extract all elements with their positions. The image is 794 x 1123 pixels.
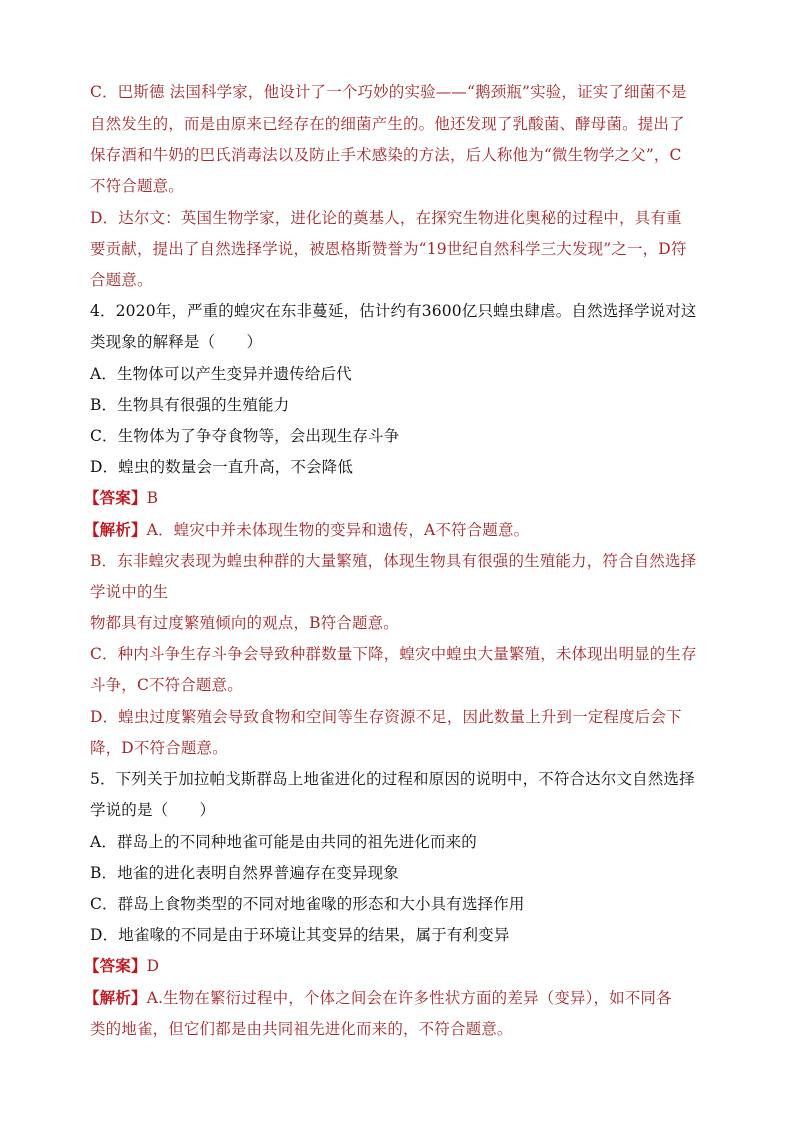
answer-tag: 【答案】 [84,956,147,975]
question-4-option-c: C．生物体为了争夺食物等，会出现生存斗争 [90,427,400,445]
question-5-option-c: C．群岛上食物类型的不同对地雀喙的形态和大小具有选择作用 [90,895,525,913]
text-line: 自然发生的，而是由原来已经存在的细菌产生的。他还发现了乳酸菌、酵母菌。提出了 [90,115,685,133]
question-5-answer [84,956,159,976]
question-4-option-d: D．蝗虫的数量会一直升高，不会降低 [90,458,353,476]
answer-tag: 【答案】 [84,488,147,507]
analysis-text: A．蝗灾中并未体现生物的变异和遗传，A不符合题意。 [146,521,530,539]
question-5-analysis [84,988,672,1008]
text-line: D．达尔文：英国生物学家，进化论的奠基人，在探究生物进化奥秘的过程中，具有重 [90,209,682,227]
question-5-stem: 学说的是（ ） [90,801,216,819]
answer-value: B [146,489,159,507]
question-4-stem: 4．2020年，严重的蝗灾在东非蔓延，估计约有3600亿只蝗虫肆虐。自然选择学说对这 [90,302,697,320]
question-5-stem: 5．下列关于加拉帕戈斯群岛上地雀进化的过程和原因的说明中，不符合达尔文自然选择 [90,770,695,788]
analysis-line: 类的地雀，但它们都是由共同祖先进化而来的，不符合题意。 [90,1020,513,1038]
question-4-stem: 类现象的解释是（ ） [90,333,263,351]
text-line: 不符合题意。 [90,177,184,195]
answer-value: D [146,957,160,975]
analysis-text: A.生物在繁衍过程中，个体之间会在许多性状方面的差异（变异），如不同各 [146,989,672,1007]
analysis-line: B．东非蝗灾表现为蝗虫种群的大量繁殖，体现生物具有很强的生殖能力，符合自然选择 [90,552,697,570]
question-4-answer [84,488,158,508]
analysis-tag: 【解析】 [84,988,147,1007]
question-4-option-a: A．生物体可以产生变异并遗传给后代 [90,365,352,383]
question-5-option-b: B．地雀的进化表明自然界普遍存在变异现象 [90,864,399,882]
analysis-line: C．种内斗争生存斗争会导致种群数量下降，蝗灾中蝗虫大量繁殖，未体现出明显的生存 [90,645,697,663]
question-5-option-a: A．群岛上的不同种地雀可能是由共同的祖先进化而来的 [90,833,477,851]
analysis-line: 降，D不符合题意。 [90,739,228,757]
analysis-tag: 【解析】 [84,520,147,539]
text-line: 保存酒和牛奶的巴氏消毒法以及防止手术感染的方法，后人称他为“微生物学之父”，C [90,146,682,164]
analysis-line: D．蝗虫过度繁殖会导致食物和空间等生存资源不足，因此数量上升到一定程度后会下 [90,708,682,726]
analysis-line: 斗争，C不符合题意。 [90,676,243,694]
analysis-line: 物都具有过度繁殖倾向的观点，B符合题意。 [90,614,399,632]
analysis-line: 学说中的生 [90,583,169,601]
text-line: 要贡献，提出了自然选择学说，被恩格斯赞誉为“19世纪自然科学三大发现”之一，D符 [90,240,687,258]
text-line: 合题意。 [90,271,153,289]
question-5-option-d: D．地雀喙的不同是由于环境让其变异的结果，属于有利变异 [90,926,510,944]
question-4-analysis [84,520,529,540]
question-4-option-b: B．生物具有很强的生殖能力 [90,396,290,414]
text-line: C．巴斯德 法国科学家，他设计了一个巧妙的实验——“鹅颈瓶”实验，证实了细菌不是 [90,83,687,101]
